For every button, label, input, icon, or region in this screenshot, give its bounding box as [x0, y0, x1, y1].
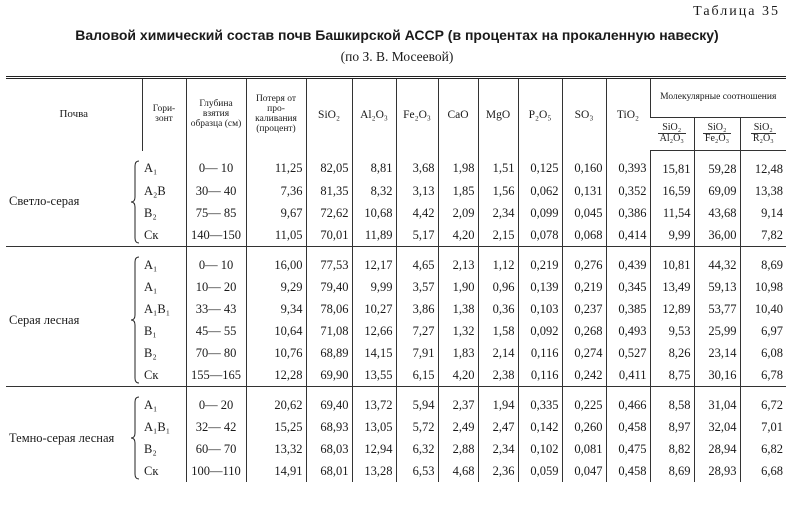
header-al2o3: Al₂O₃: [352, 78, 396, 151]
table-row: [6, 151, 794, 181]
cell-loss: 10,76: [246, 342, 306, 364]
cell-p2o5: 0,078: [518, 224, 562, 247]
cell-so3: 0,237: [562, 298, 606, 320]
table-number-label: Таблица 35: [693, 4, 780, 19]
cell-tio2: 0,385: [606, 298, 650, 320]
cell-depth: 30— 40: [186, 180, 246, 202]
cell-ratio-sio2-al2o3: 9,53: [650, 320, 694, 342]
cell-ratio-sio2-al2o3: 9,99: [650, 224, 694, 247]
cell-ratio-sio2-al2o3: 11,54: [650, 202, 694, 224]
cell-ratio-sio2-al2o3: 8,26: [650, 342, 694, 364]
cell-fe2o3: 7,27: [396, 320, 438, 342]
soil-name: Темно-серая лесная: [6, 387, 128, 483]
cell-fe2o3: 3,13: [396, 180, 438, 202]
cell-ratio-sio2-fe2o3: 43,68: [694, 202, 740, 224]
cell-loss: 12,28: [246, 364, 306, 387]
cell-tio2: 0,458: [606, 416, 650, 438]
cell-so3: 0,219: [562, 276, 606, 298]
group-brace: [128, 151, 142, 247]
cell-ratio-sio2-al2o3: 8,58: [650, 387, 694, 417]
cell-ratio-sio2-r2o3: 6,08: [740, 342, 786, 364]
cell-p2o5: 0,102: [518, 438, 562, 460]
cell-ratio-sio2-r2o3: 6,72: [740, 387, 786, 417]
cell-loss: 15,25: [246, 416, 306, 438]
cell-al2o3: 11,89: [352, 224, 396, 247]
cell-sio2: 79,40: [306, 276, 352, 298]
cell-fe2o3: 3,86: [396, 298, 438, 320]
cell-ratio-sio2-fe2o3: 59,13: [694, 276, 740, 298]
header-so3: SO₃: [562, 78, 606, 151]
group-brace: [128, 247, 142, 387]
cell-tio2: 0,439: [606, 247, 650, 277]
cell-cao: 4,20: [438, 364, 478, 387]
cell-al2o3: 13,72: [352, 387, 396, 417]
cell-sio2: 78,06: [306, 298, 352, 320]
header-ratio-sio2-al2o3: $\frac{\text{SiO₂}}{\text{Al₂O₃}}$: [650, 118, 694, 151]
group-brace: [128, 387, 142, 483]
cell-mgo: 0,36: [478, 298, 518, 320]
cell-p2o5: 0,116: [518, 342, 562, 364]
cell-cao: 1,83: [438, 342, 478, 364]
cell-sio2: 69,40: [306, 387, 352, 417]
cell-depth: 155—165: [186, 364, 246, 387]
cell-so3: 0,274: [562, 342, 606, 364]
cell-p2o5: 0,062: [518, 180, 562, 202]
cell-fe2o3: 5,72: [396, 416, 438, 438]
cell-ratio-sio2-fe2o3: 36,00: [694, 224, 740, 247]
cell-al2o3: 8,81: [352, 151, 396, 181]
cell-horizon: A₁: [142, 387, 186, 417]
cell-sio2: 77,53: [306, 247, 352, 277]
table-row: [6, 387, 794, 417]
cell-sio2: 71,08: [306, 320, 352, 342]
cell-al2o3: 13,05: [352, 416, 396, 438]
cell-tio2: 0,466: [606, 387, 650, 417]
cell-p2o5: 0,139: [518, 276, 562, 298]
cell-loss: 7,36: [246, 180, 306, 202]
cell-ratio-sio2-r2o3: 13,38: [740, 180, 786, 202]
cell-mgo: 2,36: [478, 460, 518, 482]
cell-horizon: A₁: [142, 247, 186, 277]
cell-sio2: 68,03: [306, 438, 352, 460]
cell-ratio-sio2-fe2o3: 25,99: [694, 320, 740, 342]
cell-p2o5: 0,142: [518, 416, 562, 438]
cell-cao: 1,38: [438, 298, 478, 320]
cell-ratio-sio2-r2o3: 7,01: [740, 416, 786, 438]
cell-p2o5: 0,125: [518, 151, 562, 181]
cell-fe2o3: 4,65: [396, 247, 438, 277]
cell-p2o5: 0,219: [518, 247, 562, 277]
cell-so3: 0,242: [562, 364, 606, 387]
cell-sio2: 81,35: [306, 180, 352, 202]
cell-sio2: 82,05: [306, 151, 352, 181]
cell-ratio-sio2-r2o3: 6,97: [740, 320, 786, 342]
header-sio2: SiO₂: [306, 78, 352, 151]
cell-al2o3: 8,32: [352, 180, 396, 202]
cell-ratio-sio2-al2o3: 8,82: [650, 438, 694, 460]
cell-loss: 13,32: [246, 438, 306, 460]
cell-loss: 16,00: [246, 247, 306, 277]
soil-composition-table: [6, 76, 788, 482]
document-title: Валовой химический состав почв Башкирской АССР (в процентах на прокаленную навеску): [75, 27, 719, 43]
cell-ratio-sio2-r2o3: 6,68: [740, 460, 786, 482]
cell-loss: 20,62: [246, 387, 306, 417]
cell-cao: 1,90: [438, 276, 478, 298]
cell-mgo: 0,96: [478, 276, 518, 298]
header-tio2: TiO₂: [606, 78, 650, 151]
cell-ratio-sio2-r2o3: 7,82: [740, 224, 786, 247]
cell-depth: 60— 70: [186, 438, 246, 460]
cell-depth: 32— 42: [186, 416, 246, 438]
cell-p2o5: 0,103: [518, 298, 562, 320]
cell-depth: 70— 80: [186, 342, 246, 364]
cell-depth: 100—110: [186, 460, 246, 482]
cell-mgo: 1,12: [478, 247, 518, 277]
cell-ratio-sio2-al2o3: 13,49: [650, 276, 694, 298]
header-soil: Почва: [6, 78, 142, 151]
cell-p2o5: 0,092: [518, 320, 562, 342]
cell-so3: 0,160: [562, 151, 606, 181]
cell-mgo: 1,94: [478, 387, 518, 417]
cell-depth: 10— 20: [186, 276, 246, 298]
cell-p2o5: 0,335: [518, 387, 562, 417]
cell-ratio-sio2-fe2o3: 69,09: [694, 180, 740, 202]
cell-ratio-sio2-fe2o3: 28,94: [694, 438, 740, 460]
cell-al2o3: 9,99: [352, 276, 396, 298]
cell-fe2o3: 6,32: [396, 438, 438, 460]
cell-ratio-sio2-fe2o3: 30,16: [694, 364, 740, 387]
header-mgo: MgO: [478, 78, 518, 151]
cell-fe2o3: 7,91: [396, 342, 438, 364]
cell-horizon: B₂: [144, 345, 157, 360]
cell-cao: 2,37: [438, 387, 478, 417]
header-molecular-ratios: Молекулярные соотношения: [650, 78, 786, 118]
cell-cao: 1,85: [438, 180, 478, 202]
cell-fe2o3: 4,42: [396, 202, 438, 224]
cell-al2o3: 12,66: [352, 320, 396, 342]
header-cao: CaO: [438, 78, 478, 151]
cell-al2o3: 13,28: [352, 460, 396, 482]
cell-ratio-sio2-al2o3: 8,97: [650, 416, 694, 438]
cell-horizon: B₂: [144, 205, 157, 220]
cell-mgo: 1,51: [478, 151, 518, 181]
cell-tio2: 0,458: [606, 460, 650, 482]
header-p2o5: P₂O₅: [518, 78, 562, 151]
cell-ratio-sio2-al2o3: 10,81: [650, 247, 694, 277]
table-row: [6, 247, 794, 277]
cell-loss: 9,67: [246, 202, 306, 224]
header-horizon: Гори- зонт: [142, 78, 186, 151]
cell-loss: 14,91: [246, 460, 306, 482]
cell-horizon: A₁: [144, 279, 158, 294]
cell-mgo: 2,34: [478, 202, 518, 224]
table-body: [6, 151, 794, 483]
cell-sio2: 68,93: [306, 416, 352, 438]
cell-al2o3: 12,94: [352, 438, 396, 460]
cell-loss: 11,05: [246, 224, 306, 247]
cell-mgo: 2,14: [478, 342, 518, 364]
cell-depth: 75— 85: [186, 202, 246, 224]
cell-so3: 0,068: [562, 224, 606, 247]
cell-tio2: 0,411: [606, 364, 650, 387]
cell-tio2: 0,352: [606, 180, 650, 202]
cell-fe2o3: 6,53: [396, 460, 438, 482]
cell-horizon: A₁B₁: [144, 301, 171, 316]
cell-p2o5: 0,099: [518, 202, 562, 224]
cell-ratio-sio2-r2o3: 6,82: [740, 438, 786, 460]
cell-cao: 4,20: [438, 224, 478, 247]
cell-al2o3: 12,17: [352, 247, 396, 277]
cell-ratio-sio2-al2o3: 15,81: [650, 151, 694, 181]
soil-name: Серая лесная: [6, 247, 128, 387]
cell-loss: 11,25: [246, 151, 306, 181]
header-ratio-sio2-fe2o3: $\frac{\text{SiO₂}}{\text{Fe₂O₃}}$: [694, 118, 740, 151]
cell-depth: 45— 55: [186, 320, 246, 342]
cell-sio2: 68,89: [306, 342, 352, 364]
cell-sio2: 70,01: [306, 224, 352, 247]
cell-ratio-sio2-al2o3: 8,75: [650, 364, 694, 387]
cell-cao: 2,88: [438, 438, 478, 460]
cell-ratio-sio2-fe2o3: 32,04: [694, 416, 740, 438]
cell-fe2o3: 6,15: [396, 364, 438, 387]
cell-depth: 0— 10: [186, 247, 246, 277]
cell-mgo: 1,58: [478, 320, 518, 342]
cell-fe2o3: 3,57: [396, 276, 438, 298]
cell-sio2: 69,90: [306, 364, 352, 387]
cell-al2o3: 13,55: [352, 364, 396, 387]
cell-so3: 0,131: [562, 180, 606, 202]
cell-tio2: 0,475: [606, 438, 650, 460]
header-fe2o3: Fe₂O₃: [396, 78, 438, 151]
cell-p2o5: 0,116: [518, 364, 562, 387]
cell-horizon: B₁: [144, 323, 157, 338]
cell-ratio-sio2-fe2o3: 31,04: [694, 387, 740, 417]
cell-cao: 2,13: [438, 247, 478, 277]
cell-cao: 4,68: [438, 460, 478, 482]
header-depth: Глубина взятия образца (см): [186, 78, 246, 151]
cell-so3: 0,081: [562, 438, 606, 460]
cell-ratio-sio2-fe2o3: 53,77: [694, 298, 740, 320]
cell-ratio-sio2-r2o3: 10,98: [740, 276, 786, 298]
cell-mgo: 2,38: [478, 364, 518, 387]
cell-horizon: A₁B₁: [144, 419, 171, 434]
cell-cao: 2,49: [438, 416, 478, 438]
cell-tio2: 0,493: [606, 320, 650, 342]
cell-al2o3: 14,15: [352, 342, 396, 364]
cell-ratio-sio2-r2o3: 9,14: [740, 202, 786, 224]
cell-so3: 0,045: [562, 202, 606, 224]
document-subtitle: (по З. В. Мосеевой): [340, 49, 454, 64]
cell-cao: 1,32: [438, 320, 478, 342]
cell-ratio-sio2-r2o3: 10,40: [740, 298, 786, 320]
cell-depth: 0— 20: [186, 387, 246, 417]
cell-tio2: 0,386: [606, 202, 650, 224]
cell-ratio-sio2-al2o3: 12,89: [650, 298, 694, 320]
cell-loss: 9,34: [246, 298, 306, 320]
cell-fe2o3: 5,94: [396, 387, 438, 417]
cell-cao: 1,98: [438, 151, 478, 181]
cell-horizon: Cк: [144, 227, 159, 242]
cell-loss: 10,64: [246, 320, 306, 342]
cell-al2o3: 10,27: [352, 298, 396, 320]
cell-fe2o3: 3,68: [396, 151, 438, 181]
cell-horizon: B₂: [144, 441, 157, 456]
cell-ratio-sio2-al2o3: 16,59: [650, 180, 694, 202]
cell-sio2: 68,01: [306, 460, 352, 482]
cell-ratio-sio2-fe2o3: 59,28: [694, 151, 740, 181]
cell-tio2: 0,527: [606, 342, 650, 364]
cell-so3: 0,225: [562, 387, 606, 417]
cell-sio2: 72,62: [306, 202, 352, 224]
cell-mgo: 2,47: [478, 416, 518, 438]
cell-fe2o3: 5,17: [396, 224, 438, 247]
cell-horizon: Cк: [144, 367, 159, 382]
cell-p2o5: 0,059: [518, 460, 562, 482]
cell-ratio-sio2-fe2o3: 23,14: [694, 342, 740, 364]
cell-cao: 2,09: [438, 202, 478, 224]
cell-mgo: 1,56: [478, 180, 518, 202]
cell-mgo: 2,15: [478, 224, 518, 247]
cell-depth: 140—150: [186, 224, 246, 247]
cell-depth: 0— 10: [186, 151, 246, 181]
cell-tio2: 0,414: [606, 224, 650, 247]
cell-ratio-sio2-r2o3: 6,78: [740, 364, 786, 387]
cell-so3: 0,260: [562, 416, 606, 438]
soil-name: Светло-серая: [9, 194, 80, 209]
cell-horizon: Cк: [144, 463, 159, 478]
cell-tio2: 0,345: [606, 276, 650, 298]
cell-so3: 0,268: [562, 320, 606, 342]
cell-so3: 0,047: [562, 460, 606, 482]
cell-so3: 0,276: [562, 247, 606, 277]
cell-horizon: A₁: [144, 161, 158, 176]
cell-tio2: 0,393: [606, 151, 650, 181]
header-ratio-sio2-r2o3: $\frac{\text{SiO₂}}{\text{R₂O₃}}$: [740, 118, 786, 151]
cell-loss: 9,29: [246, 276, 306, 298]
cell-ratio-sio2-r2o3: 8,69: [740, 247, 786, 277]
cell-depth: 33— 43: [186, 298, 246, 320]
cell-ratio-sio2-al2o3: 8,69: [650, 460, 694, 482]
cell-ratio-sio2-fe2o3: 44,32: [694, 247, 740, 277]
cell-horizon: A₂B: [144, 183, 166, 198]
cell-ratio-sio2-r2o3: 12,48: [740, 151, 786, 181]
cell-mgo: 2,34: [478, 438, 518, 460]
cell-ratio-sio2-fe2o3: 28,93: [694, 460, 740, 482]
header-loss: Потеря от про- каливания (процент): [246, 78, 306, 151]
cell-al2o3: 10,68: [352, 202, 396, 224]
